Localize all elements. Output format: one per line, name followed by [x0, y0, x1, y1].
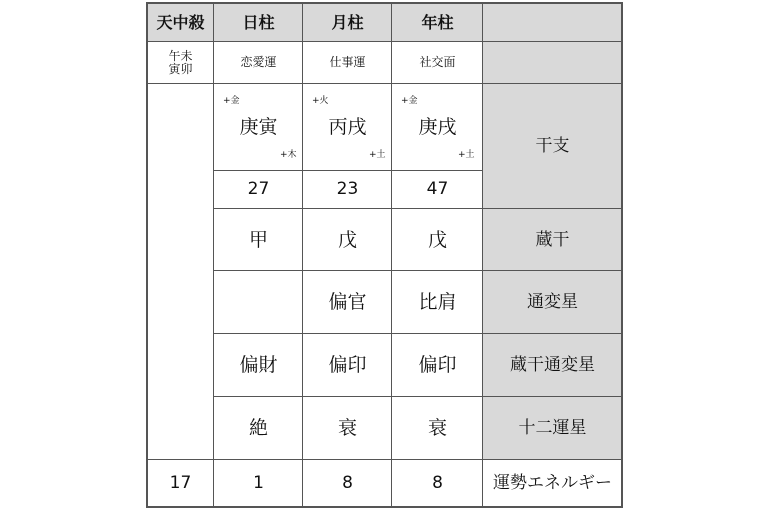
year-juniunsei: 衰	[427, 417, 447, 440]
hline-juniunsei	[146, 459, 623, 460]
month-number: 23	[336, 179, 359, 200]
year-branch-element: +土	[458, 150, 475, 160]
vline-3	[391, 2, 392, 508]
month-energy: 8	[342, 473, 353, 494]
month-zoukan-tsuhensei: 偏印	[328, 354, 367, 377]
year-number: 47	[426, 179, 449, 200]
tenchusatsu-branches-line2: 寅卯	[168, 62, 193, 76]
month-zoukan: 戊	[337, 228, 357, 251]
year-fortune-type: 社交面	[419, 55, 456, 70]
corner-cell-bg	[483, 42, 622, 84]
month-tsuhensei: 偏官	[328, 291, 367, 314]
kanshi-day-cell	[214, 84, 303, 170]
kanshi-month-cell	[303, 84, 392, 170]
year-zoukan: 戊	[427, 228, 447, 251]
vline-2	[302, 2, 303, 508]
label-tsuhensei: 通変星	[527, 292, 578, 313]
header-day-pillar: 日柱	[242, 12, 275, 32]
day-kanshi: 庚寅	[239, 115, 278, 138]
hline-header	[146, 41, 623, 42]
month-kanshi: 丙戌	[328, 115, 367, 138]
month-stem-element: +火	[312, 96, 329, 106]
hline-tsuhensei	[213, 333, 623, 334]
header-year-pillar: 年柱	[421, 12, 454, 32]
hline-zoukan-tsuhensei	[213, 396, 623, 397]
day-fortune-type: 恋愛運	[240, 55, 277, 70]
hline-zoukan	[213, 270, 623, 271]
day-zoukan-tsuhensei: 偏財	[239, 354, 278, 377]
day-tsuhensei	[214, 271, 303, 334]
year-tsuhensei: 比肩	[418, 291, 457, 314]
day-juniunsei: 絶	[248, 417, 268, 440]
border-bottom	[146, 506, 623, 508]
year-zoukan-tsuhensei: 偏印	[418, 354, 457, 377]
month-juniunsei: 衰	[337, 417, 357, 440]
tenchusatsu-energy: 17	[169, 473, 192, 494]
vline-1	[213, 2, 214, 508]
day-branch-element: +木	[280, 150, 297, 160]
border-right	[621, 2, 623, 508]
month-branch-element: +土	[369, 150, 386, 160]
hline-subheader	[146, 83, 623, 84]
tenchusatsu-branches-line1: 午未	[168, 48, 193, 63]
label-energy: 運勢エネルギー	[493, 473, 612, 494]
label-juniunsei: 十二運星	[518, 418, 587, 439]
hline-kanshi	[213, 170, 483, 171]
year-energy: 8	[432, 473, 443, 494]
day-energy: 1	[253, 473, 264, 494]
day-stem-element: +金	[223, 96, 240, 106]
label-zoukan-tsuhensei: 蔵干通変星	[510, 355, 595, 376]
year-kanshi: 庚戌	[418, 115, 457, 138]
border-top	[146, 2, 623, 4]
label-zoukan: 蔵干	[535, 229, 570, 250]
header-month-pillar: 月柱	[331, 12, 364, 32]
header-tenchusatsu: 天中殺	[156, 12, 205, 32]
label-kanshi: 干支	[535, 136, 570, 157]
vline-4	[482, 2, 483, 508]
border-left	[146, 2, 148, 508]
day-zoukan: 甲	[248, 228, 268, 251]
hline-number	[213, 208, 623, 209]
month-fortune-type: 仕事運	[329, 55, 366, 70]
kanshi-year-cell	[392, 84, 483, 170]
day-number: 27	[247, 179, 270, 200]
year-stem-element: +金	[401, 96, 418, 106]
tenchusatsu-branches	[147, 42, 214, 84]
